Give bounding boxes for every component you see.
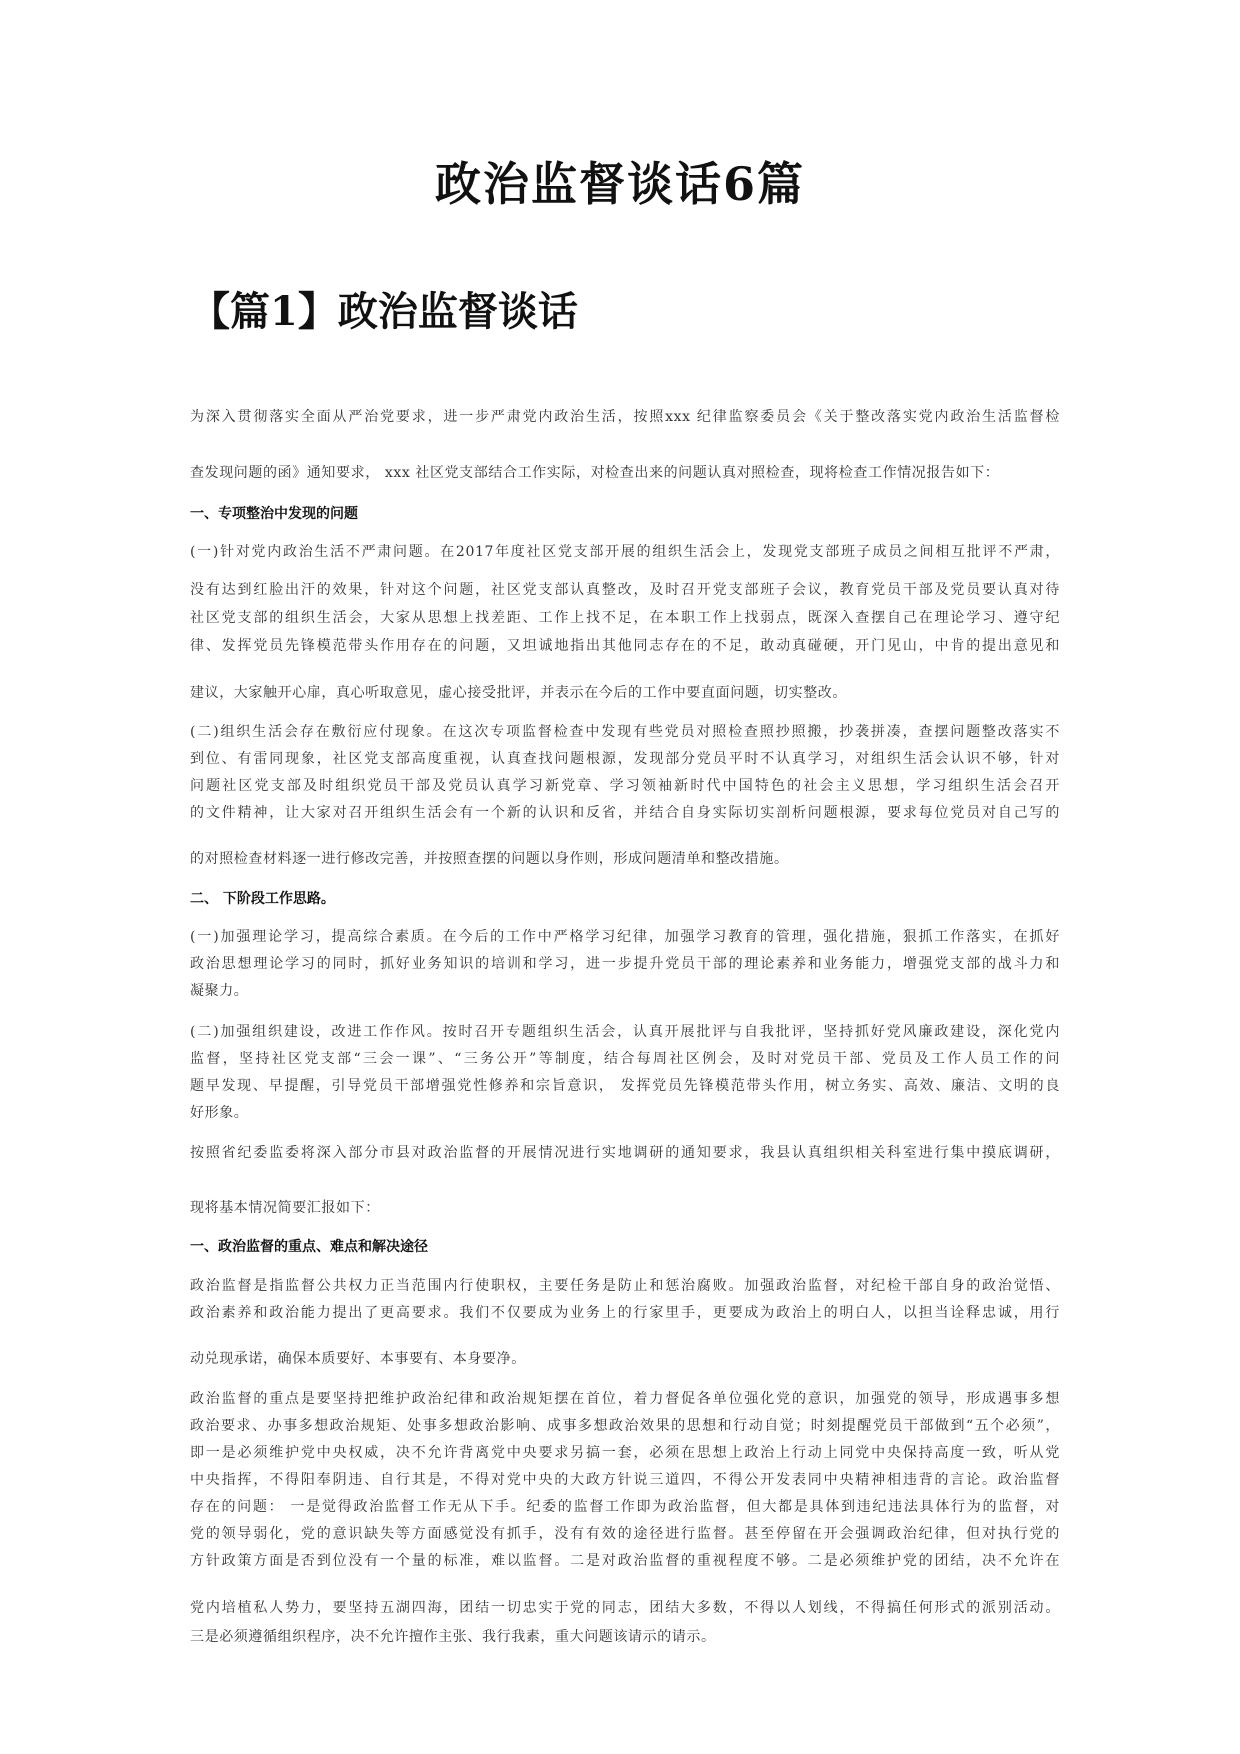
paragraph-line: 政治监督是指监督公共权力正当范围内行使职权，主要任务是防止和惩治腐败。加强政治监督，对纪检干部自身的政治觉悟、	[190, 1278, 1060, 1294]
paragraph-line: 按照省纪委监委将深入部分市县对政治监督的开展情况进行实地调研的通知要求，我县认真组织相关科室进行集中摸底调研，	[190, 1145, 1060, 1161]
subheading: 一、专项整治中发现的问题	[190, 506, 358, 522]
paragraph-line: 政治素养和政治能力提出了更高要求。我们不仅要成为业务上的行家里手，更要成为政治上的明白人，以担当诠释忠诚，用行	[190, 1305, 1060, 1321]
paragraph-line: 社区党支部的组织生活会，大家从思想上找差距、工作上找不足，在本职工作上找弱点，既深入查摆自己在理论学习、遵守纪	[190, 610, 1060, 626]
paragraph-line: 问题社区党支部及时组织党员干部及党员认真学习新党章、学习领袖新时代中国特色的社会主义思想，学习组织生活会召开	[190, 778, 1060, 794]
paragraph-line: 党内培植私人势力，要坚持五湖四海，团结一切忠实于党的同志，团结大多数，不得以人划线，不得搞任何形式的派别活动。	[190, 1600, 1060, 1616]
paragraph-line: 党的领导弱化，党的意识缺失等方面感觉没有抓手，没有有效的途径进行监督。甚至停留在开会强调政治纪律，但对执行党的	[190, 1526, 1060, 1542]
subheading: 二、 下阶段工作思路。	[190, 891, 335, 907]
paragraph-line: 现将基本情况简要汇报如下：	[190, 1200, 380, 1216]
paragraph-line: (二)加强组织建设，改进工作作风。按时召开专题组织生活会，认真开展批评与自我批评，坚持抓好党风廉政建设，深化党内	[190, 1024, 1060, 1040]
paragraph-line: 题早发现、早提醒，引导党员干部增强党性修养和宗旨意识， 发挥党员先锋模范带头作用，树立务实、高效、廉洁、文明的良	[190, 1078, 1060, 1094]
paragraph-line: (一)加强理论学习，提高综合素质。在今后的工作中严格学习纪律，加强学习教育的管理，强化措施，狠抓工作落实，在抓好	[190, 929, 1060, 945]
paragraph-line: 政治监督的重点是要坚持把维护政治纪律和政治规矩摆在首位，着力督促各单位强化党的意识，加强党的领导，形成遇事多想	[190, 1391, 1060, 1407]
paragraph-line: 方针政策方面是否到位没有一个量的标准，难以监督。二是对政治监督的重视程度不够。二是必须维护党的团结，决不允许在	[190, 1553, 1060, 1569]
paragraph-line: 动兑现承诺，确保本质要好、本事要有、本身要净。	[190, 1351, 526, 1367]
paragraph-line: 三是必须遵循组织程序，决不允许擅作主张、我行我素，重大问题该请示的请示。	[190, 1629, 716, 1645]
paragraph-line: 到位、有雷同现象，社区党支部高度重视，认真查找问题根源，发现部分党员平时不认真学习，对组织生活会认识不够，针对	[190, 751, 1060, 767]
paragraph-line: 的文件精神，让大家对召开组织生活会有一个新的认识和反省，并结合自身实际切实剖析问题根源，要求每位党员对自己写的	[190, 805, 1060, 821]
paragraph-line: 即一是必须维护党中央权威，决不允许背离党中央要求另搞一套，必须在思想上政治上行动上同党中央保持高度一致，听从党	[190, 1445, 1060, 1461]
paragraph-line: 查发现问题的函》通知要求， xxx 社区党支部结合工作实际，对检查出来的问题认真对照检查，现将检查工作情况报告如下：	[190, 465, 1000, 481]
paragraph-line: 没有达到红脸出汗的效果，针对这个问题，社区党支部认真整改，及时召开党支部班子会议，教育党员干部及党员要认真对待	[190, 582, 1060, 598]
paragraph-line: 好形象。	[190, 1105, 249, 1121]
paragraph-line: (一)针对党内政治生活不严肃问题。在2017年度社区党支部开展的组织生活会上，发现党支部班子成员之间相互批评不严肃，	[190, 544, 1060, 560]
paragraph-line: 建议，大家触开心扉，真心听取意见，虚心接受批评，并表示在今后的工作中要直面问题，切实整改。	[190, 685, 847, 701]
paragraph-line: 中央指挥，不得阳奉阴违、自行其是，不得对党中央的大政方针说三道四，不得公开发表同中央精神相违背的言论。政治监督	[190, 1472, 1060, 1488]
paragraph-line: (二)组织生活会存在敷衍应付现象。在这次专项监督检查中发现有些党员对照检查照抄照搬，抄袭拼凑，查摆问题整改落实不	[190, 724, 1060, 740]
paragraph-line: 存在的问题： 一是觉得政治监督工作无从下手。纪委的监督工作即为政治监督，但大都是具体到违纪违法具体行为的监督，对	[190, 1499, 1060, 1515]
paragraph-line: 的对照检查材料逐一进行修改完善，并按照查摆的问题以身作则，形成问题清单和整改措施。	[190, 851, 789, 867]
document-title: 政治监督谈话6篇	[434, 157, 805, 211]
paragraph-line: 监督，坚持社区党支部“三会一课”、“三务公开”等制度，结合每周社区例会，及时对党员干部、党员及工作人员工作的问	[190, 1051, 1060, 1067]
subheading: 一、政治监督的重点、难点和解决途径	[190, 1239, 428, 1255]
paragraph-line: 凝聚力。	[190, 983, 249, 999]
section-title: 【篇1】政治监督谈话	[190, 288, 578, 335]
paragraph-line: 律、发挥党员先锋模范带头作用存在的问题，又坦诚地指出其他同志存在的不足，敢动真碰硬，开门见山，中肯的提出意见和	[190, 638, 1060, 654]
paragraph-line: 政治要求、办事多想政治规矩、处事多想政治影响、成事多想政治效果的思想和行动自觉；时刻提醒党员干部做到“五个必须”，	[190, 1418, 1060, 1434]
paragraph-line: 政治思想理论学习的同时，抓好业务知识的培训和学习，进一步提升党员干部的理论素养和业务能力，增强党支部的战斗力和	[190, 956, 1060, 972]
paragraph-line: 为深入贯彻落实全面从严治党要求，进一步严肃党内政治生活，按照xxx 纪律监察委员会《关于整改落实党内政治生活监督检	[190, 409, 1060, 425]
